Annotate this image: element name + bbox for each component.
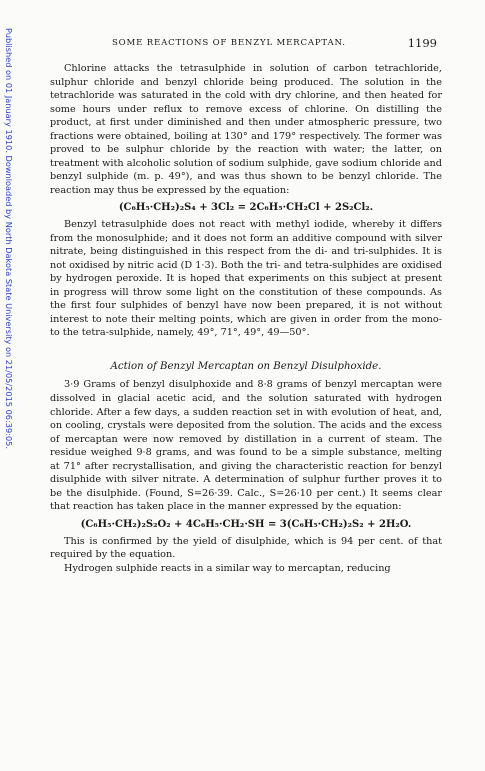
equation-disulphoxide-reduction: (C₆H₅·CH₂)₂S₂O₂ + 4C₆H₅·CH₂·SH = 3(C₆H₅·CH₂)₂S₂ + 2H₂O. <box>80 518 412 530</box>
paragraph-experiment: 3·9 Grams of benzyl disulphoxide and 8·8 grams of benzyl mercaptan were dissolved in glacial acetic acid, and the solution saturated with hydrogen chloride. After a few days, a sudden reaction set in with evolution of heat, and, on cooling, crystals were deposited from the solution. The acids and the excess of mercaptan were now removed by distillation in a current of steam. The residue weighed 9·8 grams, and was found to be a simple substance, melting at 71° after recrystallisation, and giving the characteristic reaction for benzyl disulphide with silver nitrate. A determination of sulphur further proves it to be the disulphide. (Found, S=26·39. Calc., S=26·10 per cent.) It seems clear that reaction has taken place in the manner expressed by the equation: <box>50 379 442 513</box>
download-watermark <box>2 28 14 768</box>
download-watermark-text: Published on 01 January 1910. Downloaded by North Dakota State University on 21/05/2015 06:39:05. <box>4 28 14 449</box>
section-heading: Action of Benzyl Mercaptan on Benzyl Disulphoxide. <box>110 360 382 372</box>
running-head: SOME REACTIONS OF BENZYL MERCAPTAN. <box>112 38 346 48</box>
paragraph-hydrogen-sulphide: Hydrogen sulphide reacts in a similar way to mercaptan, reducing <box>64 562 391 574</box>
paragraph-tetrasulphide-properties: Benzyl tetrasulphide does not react with methyl iodide, whereby it differs from the monosulphide; and it does not form an additive compound with silver nitrate, being distinguished in this respect from the di- and tri-sulphides. It is not oxidised by nitric acid (D 1·3). Both the tri- and tetra-sulphides are oxidised by hydrogen peroxide. It is hoped that experiments on this subject at present in progress will throw some light on the constitution of these compounds. As the first four sulphides of benzyl have now been prepared, it is not without interest to note their melting points, which are given in order from the mono- to the tetra-sulphide, namely, 49°, 71°, 49°, 49—50°. <box>50 219 442 339</box>
paragraph-chlorine-reaction: Chlorine attacks the tetrasulphide in solution of carbon tetrachloride, sulphur chloride and benzyl chloride being produced. The solution in the tetrachloride was saturated in the cold with dry chlorine, and then heated for some hours under reflux to remove excess of chlorine. On distilling the product, at first under diminished and then under atmospheric pressure, two fractions were obtained, boiling at 130° and 179° respectively. The former was proved to be sulphur chloride by the reaction with water; the latter, on treatment with alcoholic solution of sodium sulphide, gave sodium chloride and benzyl sulphide (m. p. 49°), and was thus shown to be benzyl chloride. The reaction may thus be expressed by the equation: <box>50 63 442 196</box>
paragraph-yield: This is confirmed by the yield of disulphide, which is 94 per cent. of that required by the equation. <box>50 535 442 561</box>
page-number: 1199 <box>407 36 437 50</box>
equation-chlorination: (C₆H₅·CH₂)₂S₄ + 3Cl₂ = 2C₆H₅·CH₂Cl + 2S₂Cl₂. <box>118 202 374 214</box>
page-header <box>112 38 437 52</box>
article-body <box>50 62 442 575</box>
